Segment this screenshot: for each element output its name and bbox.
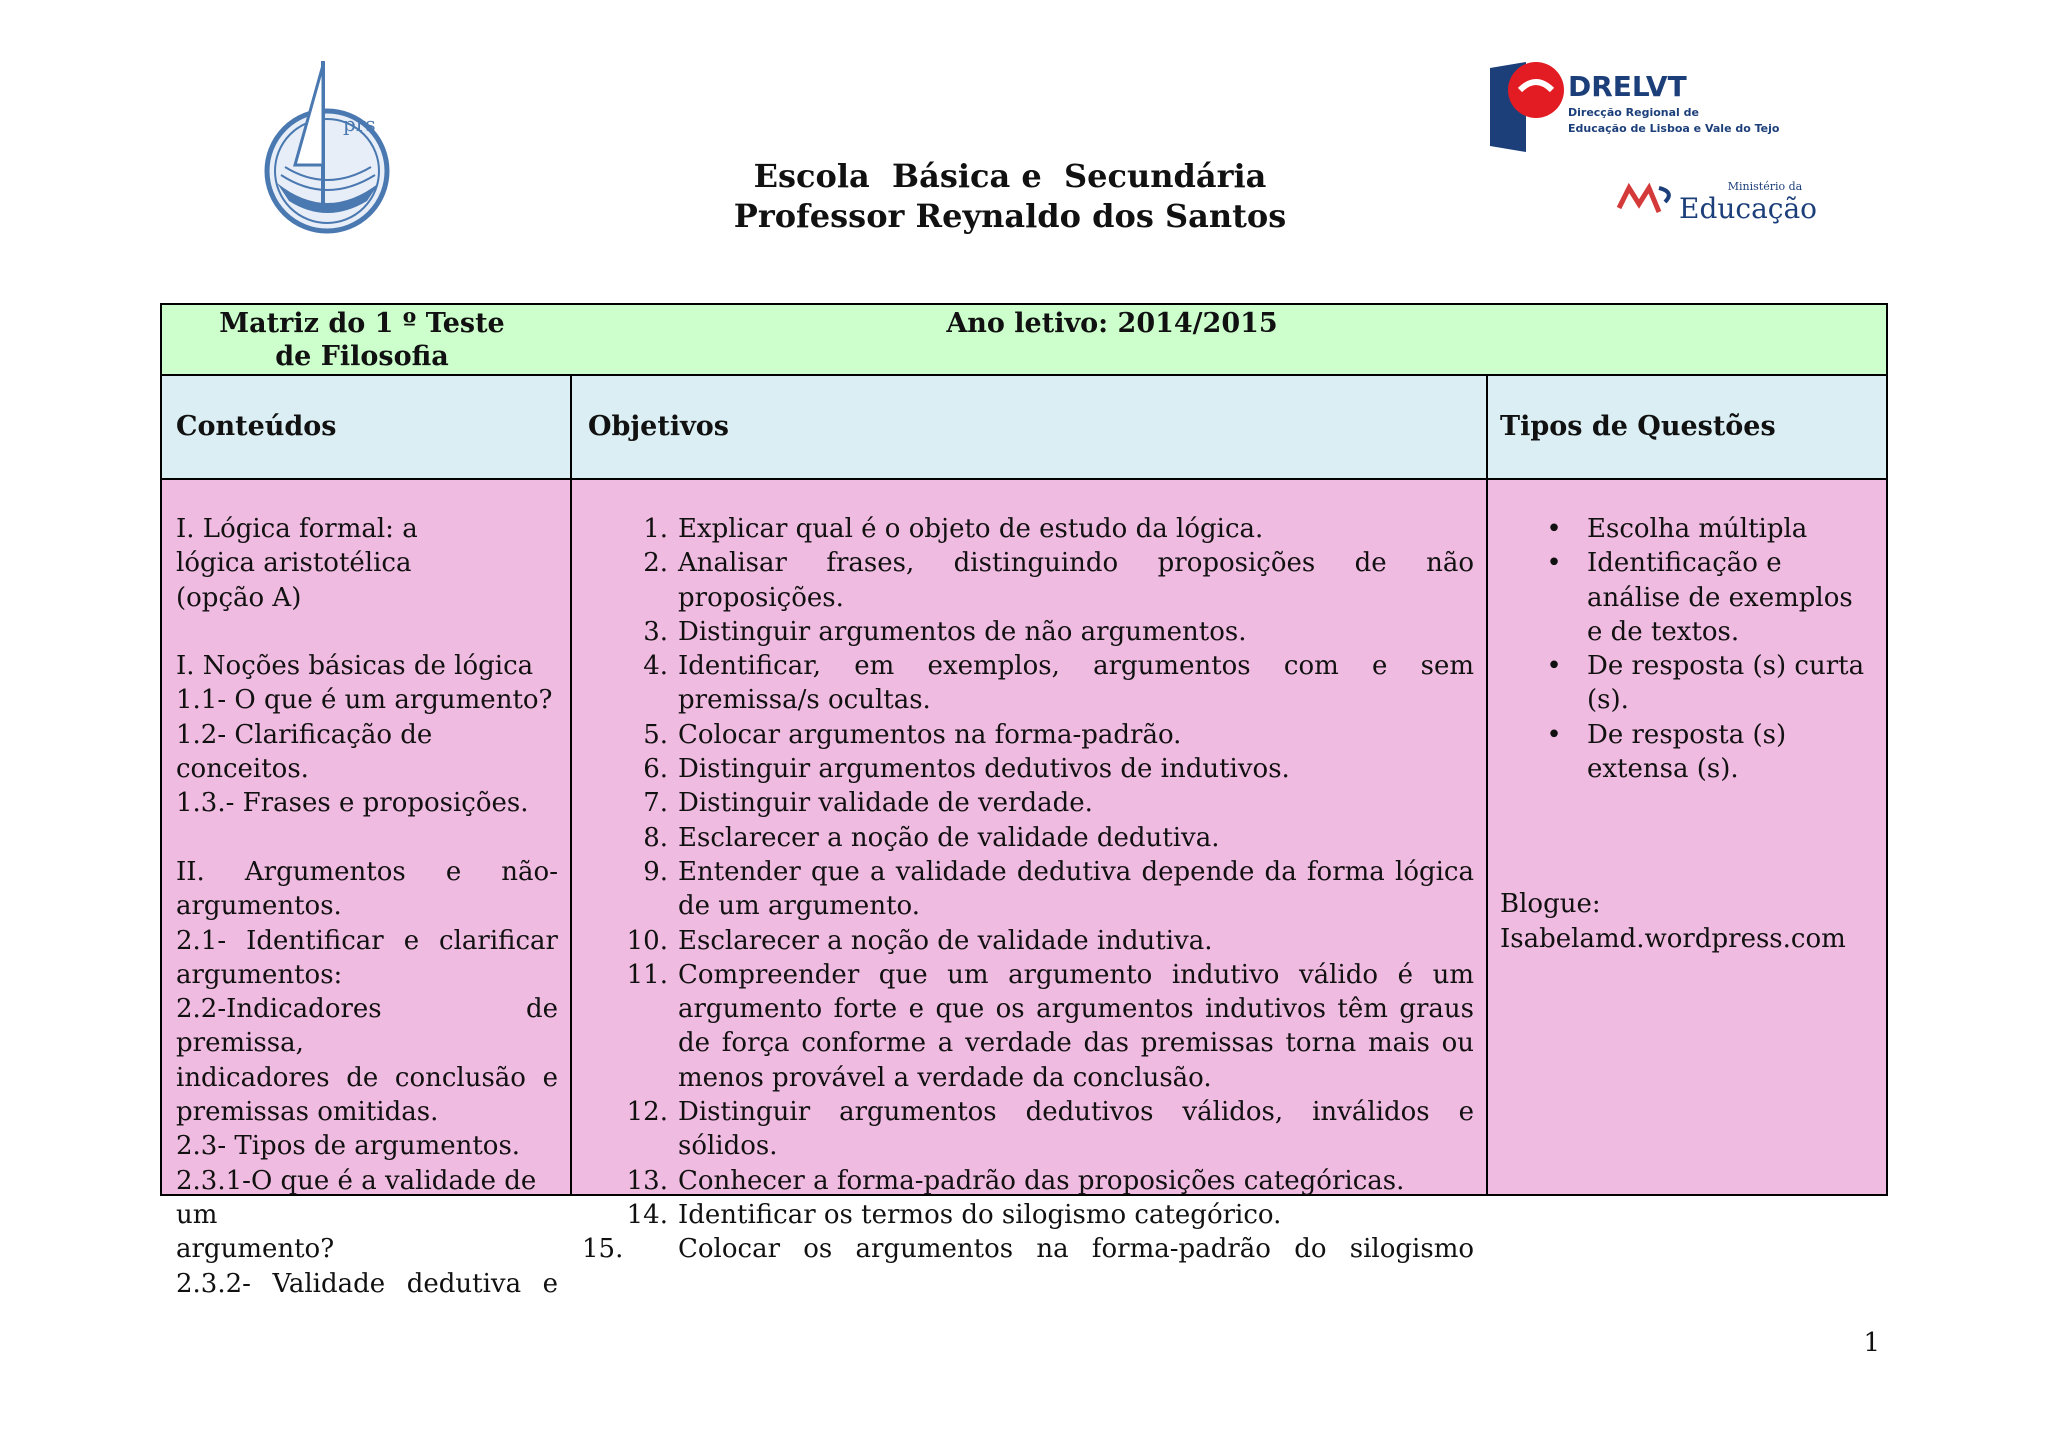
conteudos-line: indicadores de conclusão e bbox=[176, 1062, 558, 1093]
objetivo-number: 6. bbox=[643, 754, 668, 785]
tipos-cell bbox=[1500, 512, 1870, 956]
tipo-item bbox=[1500, 649, 1870, 718]
objetivo-number: 10. bbox=[626, 925, 668, 956]
conteudos-line: 2.2-Indicadores de premissa, bbox=[176, 994, 558, 1059]
objetivo-text: Distinguir argumentos dedutivos válidos, inválidos e sólidos. bbox=[678, 1097, 1474, 1162]
objetivo-item bbox=[582, 752, 1474, 786]
objetivo-number: 15. bbox=[582, 1234, 624, 1265]
conteudos-line: I. Noções básicas de lógica bbox=[176, 651, 534, 682]
objetivo-text: Esclarecer a noção de validade indutiva. bbox=[678, 925, 1213, 956]
body-row bbox=[162, 480, 1886, 1299]
objetivo-text: Identificar os termos do silogismo categórico. bbox=[678, 1199, 1282, 1230]
school-logo bbox=[255, 55, 405, 235]
conteudos-line: argumentos. bbox=[176, 891, 342, 922]
bullet-icon: • bbox=[1546, 548, 1562, 579]
objetivo-text: Compreender que um argumento indutivo válido é um argumento forte e que os argumentos indutivos têm graus de força conforme a verdade das premissas torna mais ou menos provável a verdade da conclusão. bbox=[678, 959, 1474, 1093]
blog-url[interactable]: Isabelamd.wordpress.com bbox=[1500, 923, 1846, 954]
conteudos-line: argumentos: bbox=[176, 959, 343, 990]
conteudos-line: premissas omitidas. bbox=[176, 1097, 439, 1128]
objetivo-text: Distinguir argumentos dedutivos de indutivos. bbox=[678, 754, 1290, 785]
school-name-line1: Escola Básica e Secundária bbox=[753, 157, 1267, 195]
header-row bbox=[162, 376, 1886, 480]
bullet-icon: • bbox=[1546, 719, 1562, 750]
drelvt-title: DRELVT bbox=[1568, 70, 1687, 103]
header-conteudos: Conteúdos bbox=[176, 411, 337, 442]
objetivos-list bbox=[582, 512, 1474, 1267]
objetivo-text: Identificar, em exemplos, argumentos com e sem premissa/s ocultas. bbox=[678, 651, 1474, 716]
objetivo-text: Colocar argumentos na forma-padrão. bbox=[678, 719, 1182, 750]
conteudos-line: (opção A) bbox=[176, 582, 302, 613]
objetivo-number: 4. bbox=[643, 651, 668, 682]
objetivo-number: 8. bbox=[643, 822, 668, 853]
conteudos-line: 2.1- Identificar e clarificar bbox=[176, 925, 558, 956]
drelvt-line1: Direcção Regional de bbox=[1568, 106, 1699, 119]
objetivo-item bbox=[582, 718, 1474, 752]
ministry-big-text: Educação bbox=[1679, 192, 1818, 225]
blog-label: Blogue: bbox=[1500, 889, 1601, 920]
objetivo-item bbox=[582, 786, 1474, 820]
objetivo-text: Distinguir argumentos de não argumentos. bbox=[678, 616, 1247, 647]
title-row bbox=[162, 305, 1886, 376]
tipo-item bbox=[1500, 546, 1870, 649]
header-objetivos: Objetivos bbox=[588, 411, 729, 442]
objetivo-item bbox=[582, 1198, 1474, 1232]
objetivo-number: 5. bbox=[643, 719, 668, 750]
objetivo-text: Entender que a validade dedutiva depende da forma lógica de um argumento. bbox=[678, 856, 1474, 922]
tipo-text: Identificação e análise de exemplos e de textos. bbox=[1587, 548, 1853, 647]
objetivo-text: Explicar qual é o objeto de estudo da lógica. bbox=[678, 514, 1264, 544]
conteudos-line: 1.1- O que é um argumento? bbox=[176, 685, 553, 716]
school-logo-text: prs bbox=[343, 112, 376, 136]
objetivo-item bbox=[582, 512, 1474, 546]
conteudos-line: 1.3.- Frases e proposições. bbox=[176, 788, 529, 819]
objetivo-number: 14. bbox=[626, 1199, 668, 1230]
bullet-icon: • bbox=[1546, 651, 1562, 682]
conteudos-line: 2.3- Tipos de argumentos. bbox=[176, 1131, 521, 1162]
objetivo-item bbox=[582, 1164, 1474, 1198]
conteudos-line: 2.3.2- Validade dedutiva e bbox=[176, 1268, 558, 1299]
objetivo-text: Colocar os argumentos na forma-padrão do silogismo bbox=[678, 1234, 1474, 1265]
conteudos-line: 2.3.1-O que é a validade de um bbox=[176, 1165, 537, 1230]
tipo-item bbox=[1500, 512, 1870, 546]
test-matrix-table bbox=[160, 303, 1888, 1299]
blog-info bbox=[1500, 887, 1870, 956]
drelvt-line2: Educação de Lisboa e Vale do Tejo bbox=[1568, 122, 1780, 135]
objetivo-item bbox=[582, 1232, 1474, 1266]
objetivo-number: 7. bbox=[643, 788, 668, 819]
objetivo-item bbox=[582, 924, 1474, 958]
conteudos-line: 1.2- Clarificação de conceitos. bbox=[176, 719, 433, 785]
ministry-logo bbox=[1615, 168, 1820, 228]
page-number: 1 bbox=[1863, 1328, 1880, 1358]
tipo-text: De resposta (s) curta (s). bbox=[1587, 651, 1865, 716]
drelvt-logo bbox=[1490, 60, 1790, 160]
objetivo-text: Analisar frases, distinguindo proposições de não proposições. bbox=[678, 548, 1474, 613]
objetivo-item bbox=[582, 821, 1474, 855]
school-name-line2: Professor Reynaldo dos Santos bbox=[733, 197, 1287, 235]
objetivo-number: 2. bbox=[643, 548, 668, 579]
header-tipos: Tipos de Questões bbox=[1500, 411, 1776, 442]
objetivo-number: 11. bbox=[626, 959, 668, 990]
objetivo-number: 12. bbox=[626, 1097, 668, 1128]
ministry-small-text: Ministério da bbox=[1727, 180, 1803, 193]
conteudos-line: I. Lógica formal: a bbox=[176, 514, 418, 544]
bullet-icon: • bbox=[1546, 514, 1562, 544]
objetivo-item bbox=[582, 546, 1474, 615]
conteudos-line: argumento? bbox=[176, 1234, 335, 1265]
objetivo-item bbox=[582, 1095, 1474, 1164]
objetivo-text: Conhecer a forma-padrão das proposições categóricas. bbox=[678, 1165, 1405, 1196]
objetivo-text: Esclarecer a noção de validade dedutiva. bbox=[678, 822, 1220, 853]
objetivo-number: 1. bbox=[643, 514, 668, 544]
column-divider bbox=[570, 376, 572, 1194]
matrix-title: Matriz do 1 º Teste de Filosofia bbox=[219, 308, 505, 372]
conteudos-line: II. Argumentos e não- bbox=[176, 856, 558, 887]
objetivo-item bbox=[582, 958, 1474, 1095]
objetivo-number: 9. bbox=[643, 856, 668, 887]
objetivo-item bbox=[582, 615, 1474, 649]
school-year: Ano letivo: 2014/2015 bbox=[946, 308, 1278, 339]
tipo-text: De resposta (s) extensa (s). bbox=[1587, 719, 1787, 785]
conteudos-cell bbox=[176, 512, 558, 1301]
conteudos-line: lógica aristotélica bbox=[176, 548, 412, 579]
objetivo-item bbox=[582, 649, 1474, 718]
column-divider bbox=[1486, 376, 1488, 1194]
tipo-text: Escolha múltipla bbox=[1587, 514, 1808, 544]
objetivo-number: 13. bbox=[626, 1165, 668, 1196]
objetivo-item bbox=[582, 855, 1474, 924]
objetivo-text: Distinguir validade de verdade. bbox=[678, 788, 1093, 819]
tipo-item bbox=[1500, 718, 1870, 787]
tipos-list bbox=[1500, 512, 1870, 786]
objetivo-number: 3. bbox=[643, 616, 668, 647]
